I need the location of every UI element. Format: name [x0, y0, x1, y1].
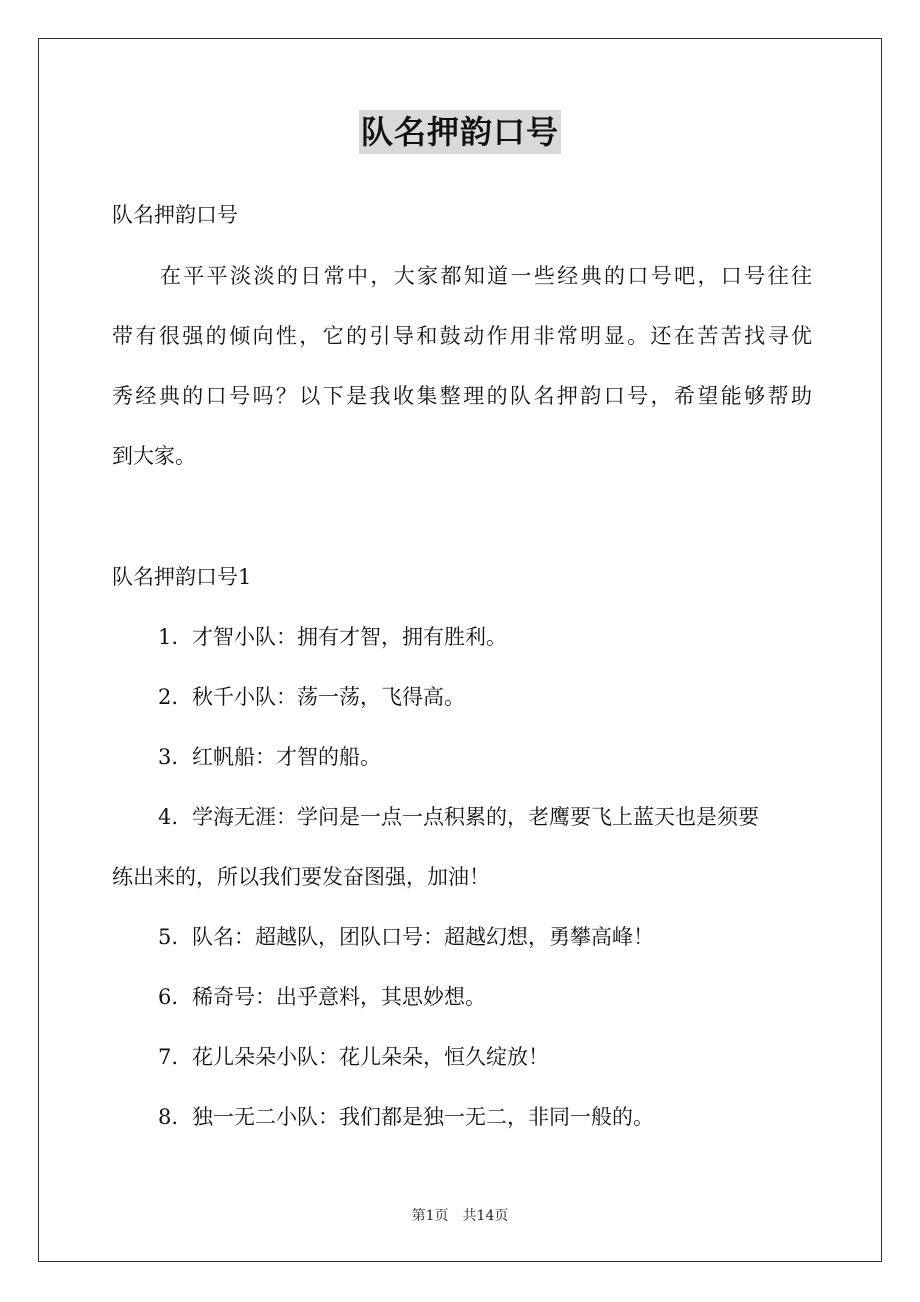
list-item-text: 红帆船：才智的船。 [192, 745, 381, 769]
list-item-number: 8. [158, 1105, 179, 1129]
list-item [158, 682, 812, 712]
list-item-text: 才智小队：拥有才智，拥有胜利。 [192, 625, 507, 649]
list-item-number: 2. [158, 685, 179, 709]
list-item-text: 花儿朵朵小队：花儿朵朵，恒久绽放！ [192, 1045, 549, 1069]
intro-line-2: 带有很强的倾向性，它的引导和鼓动作用非常明显。还在苦苦找寻优 [112, 324, 812, 348]
intro-line-4: 到大家。 [112, 444, 196, 468]
list-item-number: 5. [158, 925, 179, 949]
intro-line-3: 秀经典的口号吗？以下是我收集整理的队名押韵口号，希望能够帮助 [112, 384, 812, 408]
list-item [158, 1102, 812, 1132]
subtitle: 队名押韵口号 [112, 203, 238, 227]
list-item-number: 6. [158, 985, 179, 1009]
list-item [158, 982, 812, 1012]
list-item-number: 4. [158, 805, 179, 829]
list-item [158, 622, 812, 652]
page-footer: 第1页 共14页 [411, 1208, 509, 1224]
list-item-text: 稀奇号：出乎意料，其思妙想。 [192, 985, 486, 1009]
list-item [158, 802, 812, 832]
list-item [158, 922, 812, 952]
list-item-number: 3. [158, 745, 179, 769]
document-title: 队名押韵口号 [359, 110, 561, 154]
list-item-text: 秋千小队：荡一荡，飞得高。 [192, 685, 465, 709]
section-heading: 队名押韵口号1 [112, 565, 252, 589]
list-item [158, 742, 812, 772]
list-item-text: 队名：超越队，团队口号：超越幻想，勇攀高峰！ [192, 925, 654, 949]
intro-line-1: 在平平淡淡的日常中，大家都知道一些经典的口号吧，口号往往 [160, 264, 812, 288]
title-area [0, 110, 920, 154]
list-item-number: 1. [158, 625, 179, 649]
list-item-text: 学海无涯：学问是一点一点积累的，老鹰要飞上蓝天也是须要 [192, 805, 759, 829]
list-item-continuation: 练出来的，所以我们要发奋图强，加油！ [112, 865, 490, 889]
list-item-number: 7. [158, 1045, 179, 1069]
list-item-text: 独一无二小队：我们都是独一无二，非同一般的。 [192, 1105, 654, 1129]
list-item [158, 1042, 812, 1072]
